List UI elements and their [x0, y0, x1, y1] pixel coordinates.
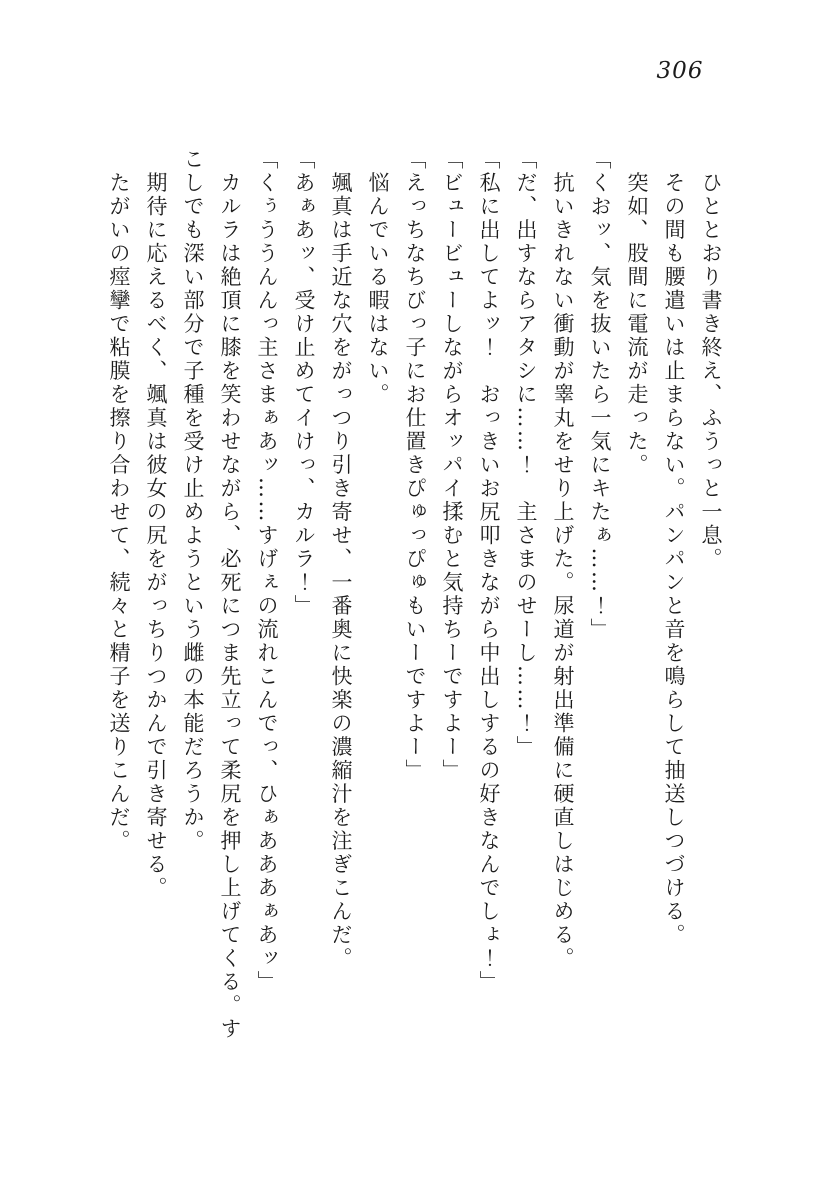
text-line: 「私に出してよッ！ おっきいお尻叩きながら中出しするの好きなんでしょ！」: [477, 148, 501, 994]
text-line: 「くぅううんんっ主さまぁあッ……すげぇの流れこんでっ、ひぁあああぁあッ」: [255, 148, 279, 994]
text-line: 「だ、出すならアタシに……！ 主さまのせーし……！」: [514, 148, 538, 759]
text-block: [81, 148, 729, 1070]
text-line: カルラは絶頂に膝を笑わせながら、必死につま先立って柔尻を押し上げてくる。す: [218, 148, 242, 1041]
text-line: 抗いきれない衝動が睾丸をせり上げた。尿道が射出準備に硬直しはじめる。: [551, 148, 575, 971]
text-line: 期待に応えるべく、颯真は彼女の尻をがっちりつかんで引き寄せる。: [144, 148, 168, 900]
text-line: 「えっちなちびっ子にお仕置きぴゅっぴゅもいーですよー」: [403, 148, 427, 783]
text-line: たがいの痙攣で粘膜を擦り合わせて、続々と精子を送りこんだ。: [107, 148, 131, 853]
page-number: 306: [656, 58, 704, 84]
text-line: こしでも深い部分で子種を受け止めようという雌の本能だろうか。: [181, 148, 205, 853]
text-line: 「ビュービューしながらオッパイ揉むと気持ちーですよー」: [440, 148, 464, 783]
text-line: ひととおり書き終え、ふうっと一息。: [699, 148, 723, 571]
text-line: 悩んでいる暇はない。: [366, 148, 390, 407]
text-line: 突如、股間に電流が走った。: [625, 148, 649, 477]
text-line: 「くおッ、気を抜いたら一気にキたぁ……！」: [588, 148, 612, 642]
text-line: 颯真は手近な穴をがっつり引き寄せ、一番奥に快楽の濃縮汁を注ぎこんだ。: [329, 148, 353, 971]
text-line: 「あぁあッ、受け止めてイけっ、カルラ！」: [292, 148, 316, 618]
text-line: その間も腰遣いは止まらない。パンパンと音を鳴らして抽送しつづける。: [662, 148, 686, 947]
